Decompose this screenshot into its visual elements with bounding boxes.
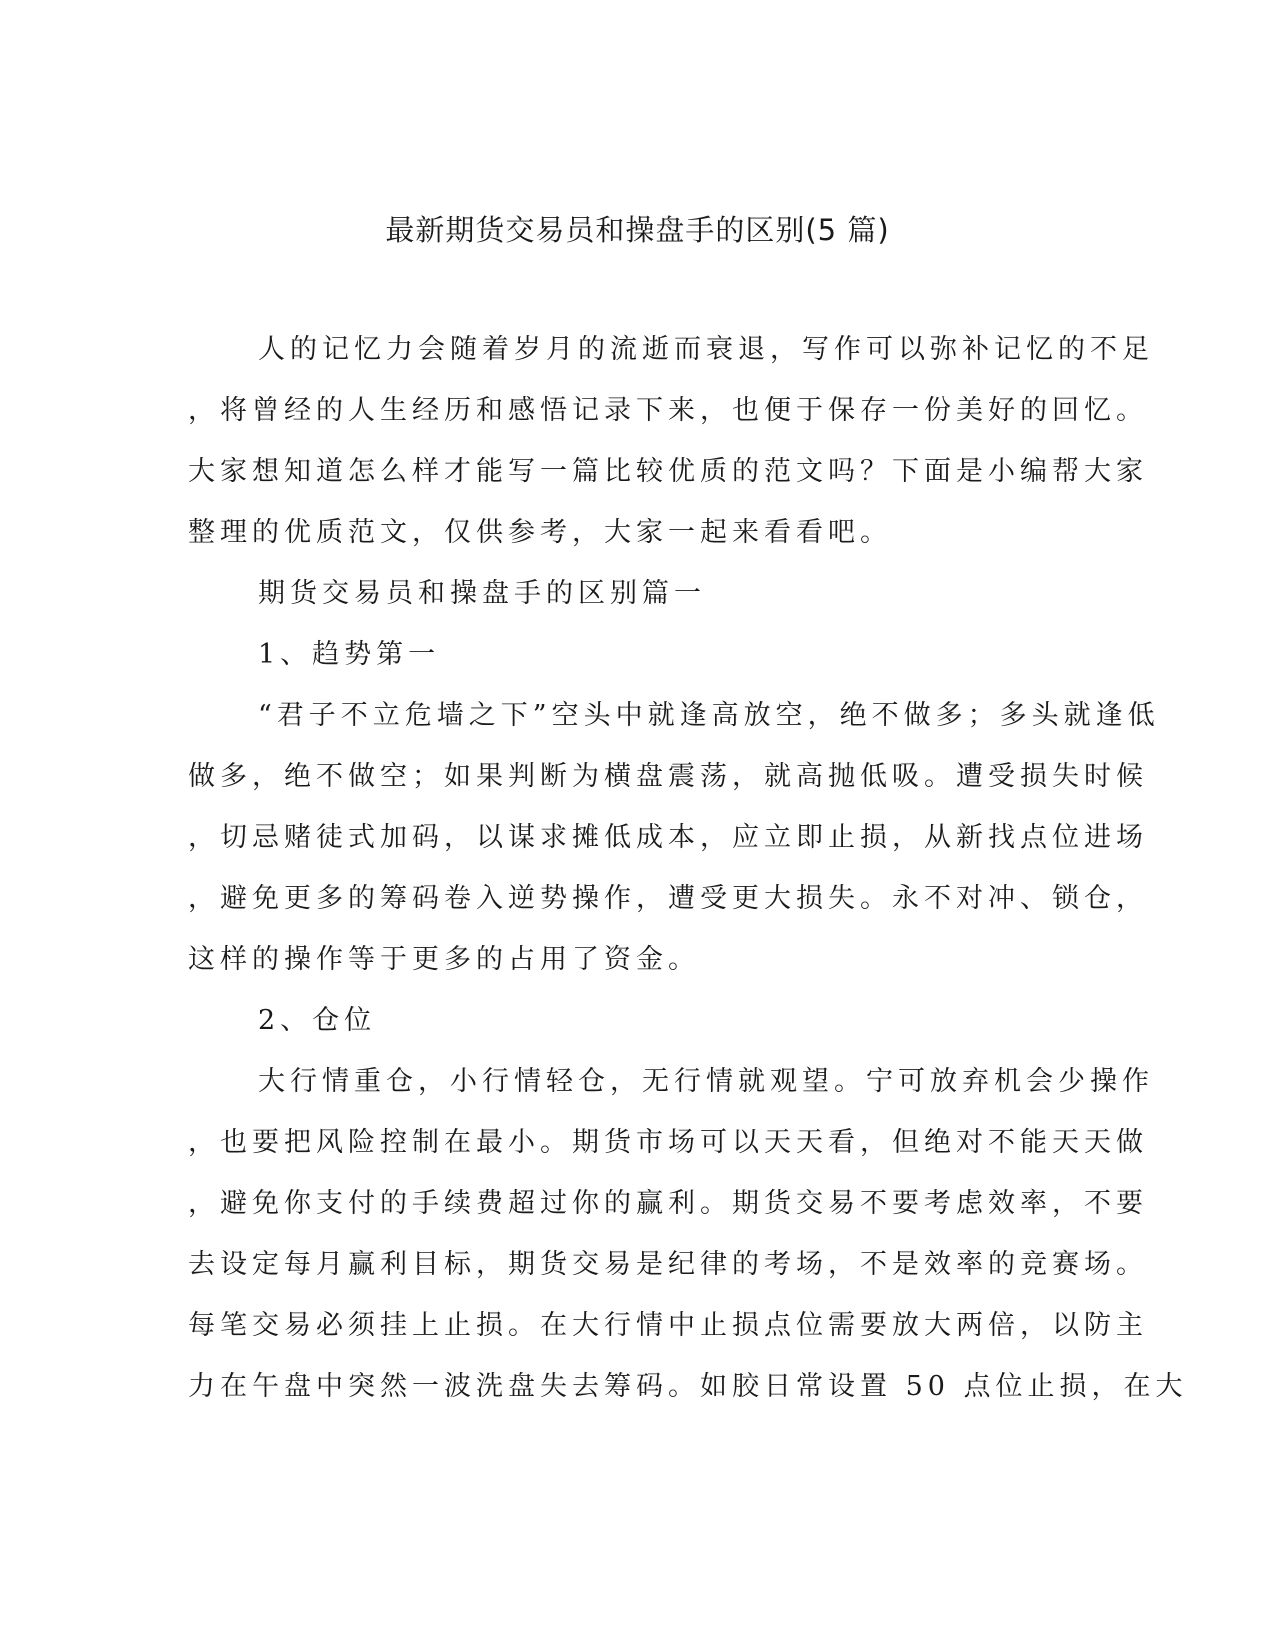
- text-line: 人的记忆力会随着岁月的流逝而衰退，写作可以弥补记忆的不足: [258, 334, 1154, 365]
- text-line: ，也要把风险控制在最小。期货市场可以天天看，但绝对不能天天做: [188, 1127, 1148, 1158]
- text-line: “君子不立危墙之下”空头中就逢高放空，绝不做多；多头就逢低: [258, 700, 1160, 731]
- text-line: ，切忌赌徒式加码，以谋求摊低成本，应立即止损，从新找点位进场: [188, 822, 1148, 853]
- text-line: 1、趋势第一: [258, 639, 441, 670]
- text-line: ，避免更多的筹码卷入逆势操作，遭受更大损失。永不对冲、锁仓，: [188, 883, 1148, 914]
- document-body: [188, 327, 1188, 1425]
- document-title: 最新期货交易员和操盘手的区别(5 篇): [385, 213, 890, 247]
- text-line: 做多，绝不做空；如果判断为横盘震荡，就高抛低吸。遭受损失时候: [188, 761, 1148, 792]
- text-line: 大行情重仓，小行情轻仓，无行情就观望。宁可放弃机会少操作: [258, 1066, 1154, 1097]
- text-line: 这样的操作等于更多的占用了资金。: [188, 944, 700, 975]
- text-line: 每笔交易必须挂上止损。在大行情中止损点位需要放大两倍，以防主: [188, 1310, 1148, 1341]
- text-line: 期货交易员和操盘手的区别篇一: [258, 578, 706, 609]
- text-line: 去设定每月赢利目标，期货交易是纪律的考场，不是效率的竞赛场。: [188, 1249, 1148, 1280]
- text-line: ，避免你支付的手续费超过你的赢利。期货交易不要考虑效率，不要: [188, 1188, 1148, 1219]
- text-line: 2、仓位: [258, 1005, 377, 1036]
- text-line: ，将曾经的人生经历和感悟记录下来，也便于保存一份美好的回忆。: [188, 395, 1148, 426]
- text-line: 大家想知道怎么样才能写一篇比较优质的范文吗？下面是小编帮大家: [188, 456, 1148, 487]
- text-line: 力在午盘中突然一波洗盘失去筹码。如胶日常设置 50 点位止损，在大: [188, 1371, 1188, 1402]
- text-line: 整理的优质范文，仅供参考，大家一起来看看吧。: [188, 517, 892, 548]
